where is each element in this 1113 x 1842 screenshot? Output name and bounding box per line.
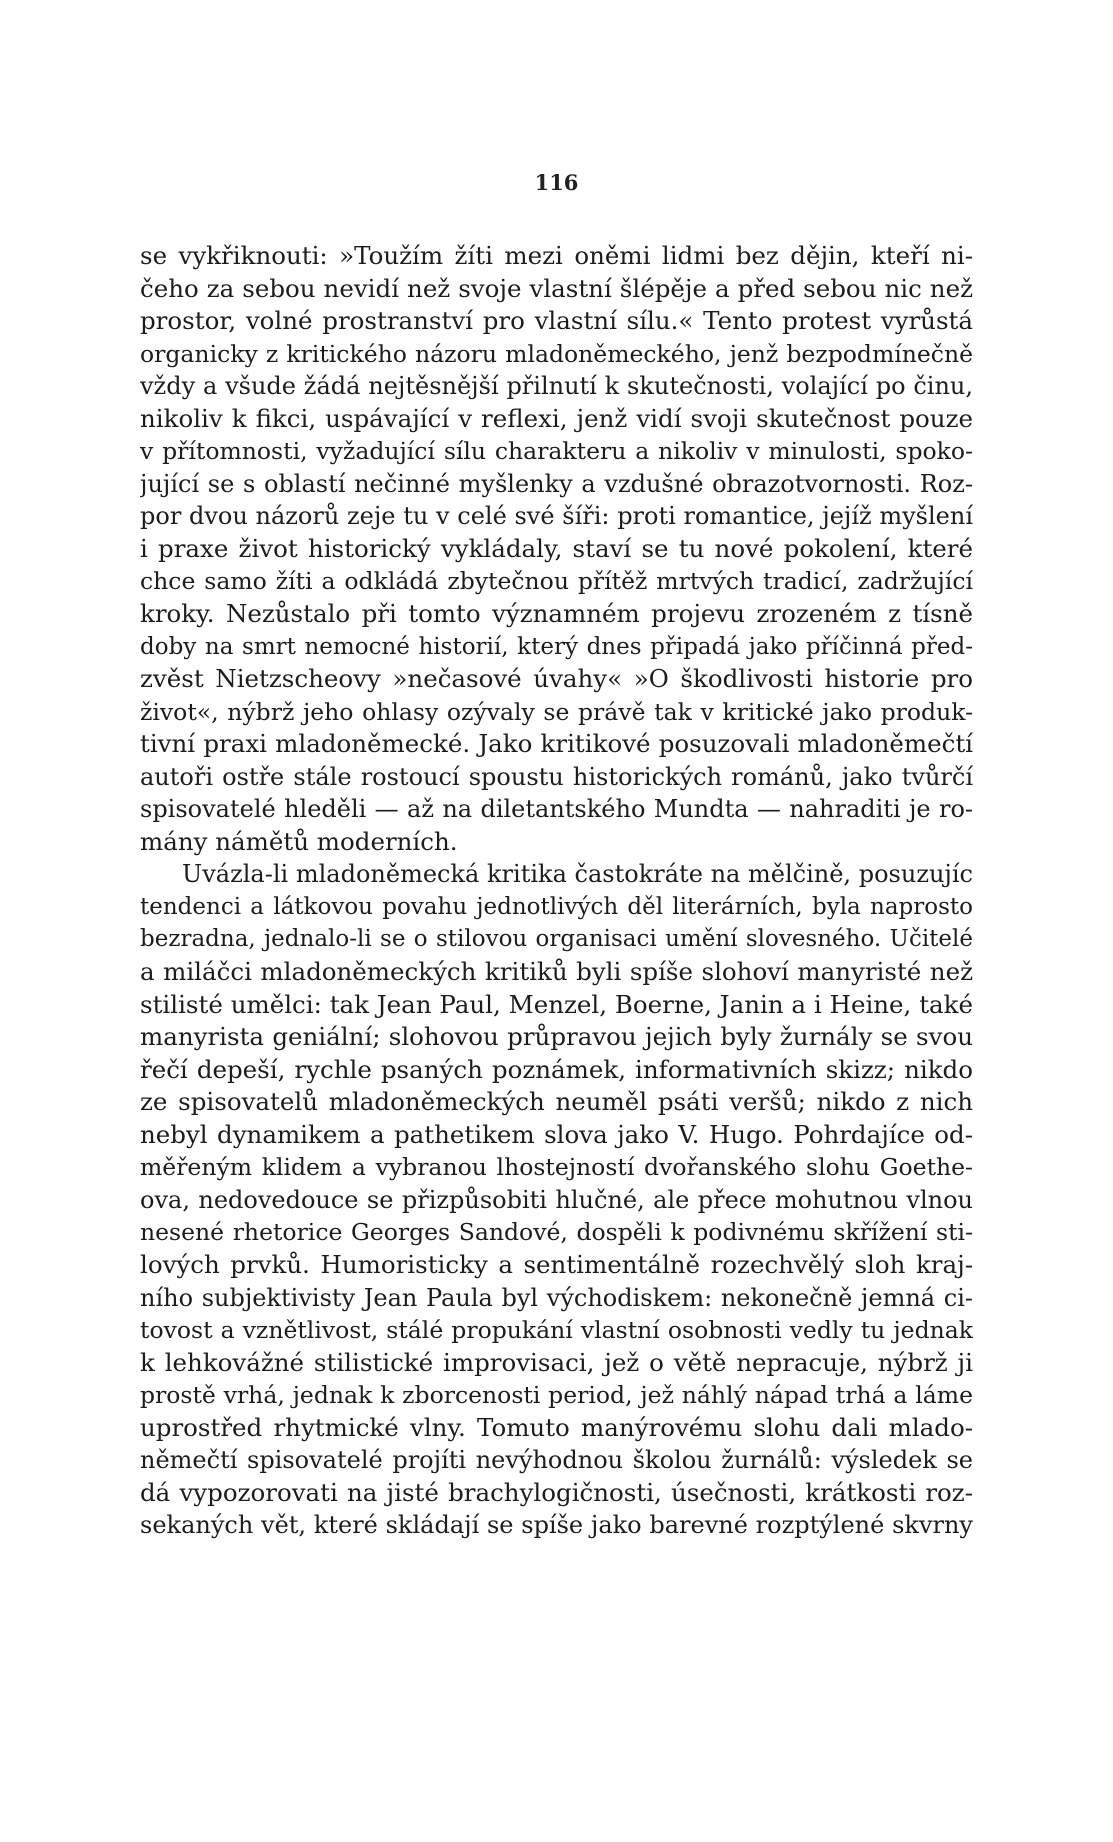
text-line: mány námětů moderních. [140, 826, 458, 856]
text-line: němečtí spisovatelé projíti nevýhodnou školou žurnálů: výsledek se [140, 1446, 973, 1475]
text-line: spisovatelé hleděli — až na diletantského Mundta — nahraditi je ro- [140, 795, 973, 824]
text-line: por dvou názorů zeje tu v celé své šíři: proti romantice, jejíž myšlení [140, 502, 973, 531]
text-line: tivní praxi mladoněmecké. Jako kritikové posuzovali mladoněmečtí [140, 729, 973, 759]
text-line: bezradna, jednalo-li se o stilovou organisaci umění slovesného. Učitelé [140, 926, 973, 953]
paragraph-first-line: Uvázla-li mladoněmecká kritika častokráte na mělčině, posuzujíc [182, 860, 973, 889]
text-line: chce samo žíti a odkládá zbytečnou přítěž mrtvých tradicí, zadržující [140, 567, 973, 596]
text-line: se vykřiknouti: »Toužím žíti mezi oněmi lidmi bez dějin, kteří ni- [140, 241, 973, 270]
text-line: čeho za sebou nevidí než svoje vlastní šlépěje a před sebou nic než [140, 273, 973, 303]
text-line: ova, nedovedouce se přizpůsobiti hlučné, ale přece mohutnou vlnou [140, 1185, 973, 1214]
text-line: měřeným klidem a vybranou lhostejností dvořanského slohu Goethe- [140, 1153, 973, 1182]
text-line: k lehkovážné stilistické improvisaci, jež o větě nepracuje, nýbrž ji [140, 1347, 973, 1377]
body-text [140, 240, 973, 1542]
text-line: ního subjektivisty Jean Paula byl východiskem: nekonečně jemná ci- [140, 1283, 973, 1312]
text-line: a miláčci mladoněmeckých kritiků byli spíše slohoví manyristé než [140, 957, 973, 987]
text-line: zvěst Nietzscheovy »nečasové úvahy« »O škodlivosti historie pro [140, 664, 973, 694]
text-line: prostor, volné prostranství pro vlastní sílu.« Tento protest vyrůstá [140, 306, 973, 336]
text-line: nesené rhetorice Georges Sandové, dospěli k podivnému skřížení sti- [140, 1218, 973, 1247]
text-line: tendenci a látkovou povahu jednotlivých děl literárních, byla naprosto [140, 893, 973, 920]
text-line: řečí depeší, rychle psaných poznámek, informativních skizz; nikdo [140, 1054, 973, 1084]
text-line: tovost a vznětlivost, stálé propukání vlastní osobnosti vedly tu jednak [140, 1316, 973, 1345]
text-line: nikoliv k fikci, uspávající v reflexi, jenž vidí svoji skutečnost pouze [140, 403, 973, 433]
text-line: v přítomnosti, vyžadující sílu charakteru a nikoliv v minulosti, spoko- [140, 437, 973, 466]
text-line: manyrista geniální; slohovou průpravou jejich byly žurnály se svou [140, 1022, 973, 1052]
text-line: organicky z kritického názoru mladoněmeckého, jenž bezpodmínečně [140, 339, 973, 368]
text-line: doby na smrt nemocné historií, který dnes připadá jako příčinná před- [140, 633, 973, 660]
text-line: stilisté umělci: tak Jean Paul, Menzel, Boerne, Janin a i Heine, také [140, 989, 973, 1019]
text-line: život«, nýbrž jeho ohlasy ozývaly se právě tak v kritické jako produk- [140, 697, 973, 726]
text-line: kroky. Nezůstalo při tomto významném projevu zrozeném z tísně [140, 599, 973, 629]
text-line: sekaných vět, které skládají se spíše jako barevné rozptýlené skvrny [140, 1511, 973, 1540]
text-line: prostě vrhá, jednak k zborcenosti period, jež náhlý nápad trhá a láme [140, 1381, 973, 1410]
text-line: ze spisovatelů mladoněmeckých neuměl psáti veršů; nikdo z nich [140, 1087, 973, 1117]
text-line: uprostřed rhytmické vlny. Tomuto manýrovému slohu dali mlado- [140, 1412, 973, 1442]
text-line: autoři ostře stále rostoucí spoustu historických románů, jako tvůrčí [140, 762, 973, 791]
text-line: jující se s oblastí nečinné myšlenky a vzdušné obrazotvornosti. Roz- [140, 469, 973, 498]
text-line: nebyl dynamikem a pathetikem slova jako V. Hugo. Pohrdajíce od- [140, 1119, 973, 1149]
page-number: 116 [534, 170, 579, 195]
text-line: dá vypozorovati na jisté brachylogičnosti, úsečnosti, krátkosti roz- [140, 1477, 973, 1507]
text-line: vždy a všude žádá nejtěsnější přilnutí k skutečnosti, volající po činu, [140, 372, 973, 401]
text-line: lových prvků. Humoristicky a sentimentálně rozechvělý sloh kraj- [140, 1249, 973, 1279]
text-line: i praxe život historický vykládaly, staví se tu nové pokolení, které [140, 533, 973, 563]
